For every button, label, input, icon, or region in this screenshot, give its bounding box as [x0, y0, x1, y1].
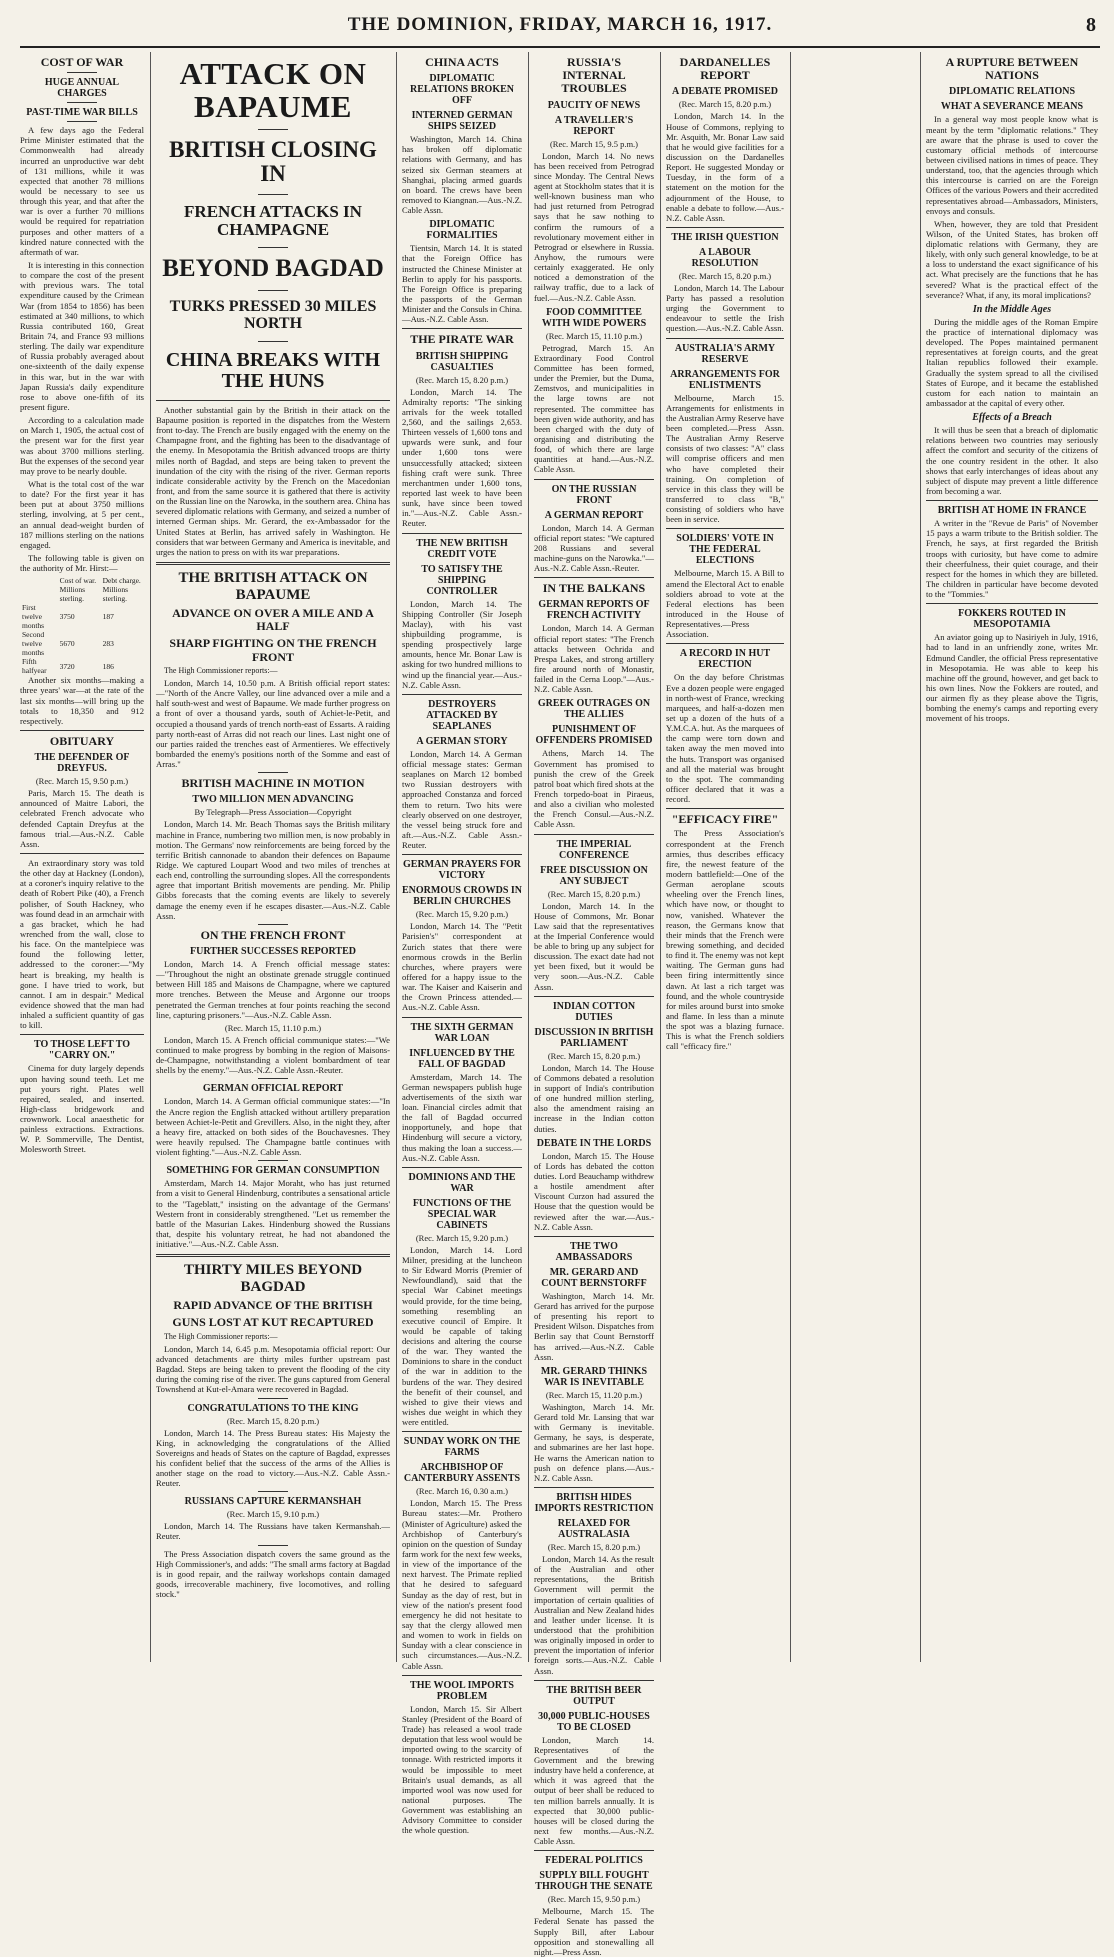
newspaper-title: THE DOMINION, FRIDAY, MARCH 16, 1917. — [347, 14, 773, 35]
subheadline: GERMAN REPORTS OF FRENCH ACTIVITY — [538, 599, 650, 622]
article-paragraph: Washington, March 14. Mr. Gerard told Mr. Lansing that war with Germany is inevitable. Germany, he says, is desperate, and submarines are her last hope. He warns the American nation to push on defence plans.—Aus.-N.Z. Cable Assn. — [534, 1401, 654, 1483]
subheadline: INFLUENCED BY THE FALL OF BAGDAD — [409, 1047, 515, 1070]
dateline: (Rec. March 15, 9.10 p.m.) — [226, 1509, 320, 1520]
article-paragraph: It is interesting in this connection to compare the cost of the present with previous wars. The total expenditure caused by the Crimean War (from 1854 to 1856) has been estimated at 340 millions, to which Russia contributed 160, Great Britain 74, and France 93 millions sterling. The daily war expenditure of Russia probably averaged about one-sixteenth of the daily expense in this war, but in the war with Japan Russia's daily expenditure rose to above one-fifth of its present figure. — [20, 260, 144, 412]
table-caption: The following table is given on the authority of Mr. Hirst:— — [20, 552, 144, 574]
article-paragraph: Melbourne, March 15. The Federal Senate has passed the Supply Bill, after Labour opposition and stonewalling all night.—Press Assn. — [534, 1906, 654, 1957]
subheadline: A TRAVELLER'S REPORT — [554, 114, 634, 137]
headline: DESTROYERS ATTACKED BY SEAPLANES — [426, 698, 498, 732]
dateline: (Rec. March 15, 8.20 p.m.) — [547, 1050, 641, 1061]
table-header-row — [20, 576, 144, 603]
table-header-cell — [20, 576, 58, 603]
article-paragraph: London, March 14. The Admiralty reports: "The sinking arrivals for the week totalled 2,560, and the sailings 2,653. Thirteen vessels of 1,600 tons and upwards were sunk, and four under 1,600 tons were unsuccessfully attacked; sixteen fishing craft were sunk. Three merchantmen under 1,600 tons, reported last week to have been sunk, have since been towed in."—Aus.-N.Z. Cable Assn.-Reuter. — [402, 386, 522, 529]
article-paragraph: Petrograd, March 15. An Extraordinary Food Control Committee has been formed, under the Premier, but the Duma, Zemstvos, and municipalities in the large towns are not represented. The committee has been given wide authority, and has been charged with the duty of organising and distributing the food, of which there are large quantities at hand.—Aus.-N.Z. Cable Assn. — [534, 342, 654, 475]
headline: INDIAN COTTON DUTIES — [552, 1000, 636, 1023]
dateline: (Rec. March 15, 8.20 p.m.) — [226, 1415, 320, 1426]
headline: IN THE BALKANS — [542, 581, 646, 596]
divider — [258, 924, 288, 925]
article-paragraph: Melbourne, March 15. A Bill to amend the Electoral Act to enable soldiers abroad to vote at the Federal elections has been introduced in the House of Representatives.—Press Association. — [666, 568, 784, 640]
table-cell: First twelve months — [22, 603, 45, 631]
headline: CONGRATULATIONS TO THE KING — [187, 1402, 359, 1414]
column-rule — [396, 52, 397, 1662]
article-paragraph: London, March 14. Mr. Beach Thomas says the British military machine in France, numbering two million men, is now probably in motion. The Germans' now reinforcements are being forced by the terrific British cannonade to abandon their defences on Bapaume Ridge. We captured Loupart Wood and two miles of trenches at each end, controlling the surrounding slopes. All the correspondents agree that important British movements are pending. Mr. Philip Gibbs forecasts that the coming events are likely to severely damage the enemy even if he escapes disaster.—Aus.-N.Z. Cable Assn. — [156, 819, 390, 921]
article-paragraph: London, March 14. In the House of Commons, Mr. Bonar Law said that the representatives at the Imperial Conference would be able to bring up any subject for discussion. The exact date had not yet been fixed, but it would be very soon.—Aus.-N.Z. Cable Assn. — [534, 900, 654, 992]
article-paragraph: London, March 14, 10.50 p.m. A British official report states:—"North of the Ancre Valley, our line advanced over a mile and a half south-west and west of Bapaume. We made further progress on a front of over a thousand yards, south of Achiet-le-Petit, and occupied a thousand yards of trench north-east of Essarts. A raiding party north-east of Arras did not reach our lines. Last night one of our parties raided the trenches east of Armentieres. We effectively bombarded the enemy's positions north of the Somme and east of Arras." — [156, 677, 390, 770]
subheadline: A LABOUR RESOLUTION — [691, 246, 759, 269]
headline: A RUPTURE BETWEEN NATIONS — [945, 55, 1079, 83]
divider — [156, 562, 390, 565]
masthead-rule — [20, 46, 1100, 48]
column-rule — [150, 52, 151, 1662]
subheadline: ARRANGEMENTS FOR ENLISTMENTS — [670, 368, 780, 391]
subheadline: FURTHER SUCCESSES REPORTED — [189, 946, 356, 957]
headline: THE BRITISH ATTACK ON BAPAUME — [178, 570, 368, 603]
divider — [20, 1034, 144, 1035]
subheadline: SUPPLY BILL FOUGHT THROUGH THE SENATE — [535, 1870, 653, 1893]
divider — [666, 528, 784, 529]
divider — [402, 694, 522, 695]
article-paragraph: London, March 15. The Press Bureau states:—Mr. Prothero (Minister of Agriculture) asked the Archbishop of Canterbury's opinion on the question of Sunday farm work for the next few weeks, in view of the importance of the next harvest. The Primate replied that he desired to safeguard Sunday as the day of rest, but in view of the nation's present food emergency he did not hesitate to say that the clergy allowed men and women to work in fields on Sunday with a clear conscience in such circumstances.—Aus.-N.Z. Cable Assn. — [402, 1498, 522, 1671]
headline: CHINA ACTS — [425, 55, 499, 69]
dateline: (Rec. March 15, 9.50 p.m.) — [547, 1894, 641, 1905]
headline: BRITISH AT HOME IN FRANCE — [937, 505, 1087, 517]
headline: THE TWO AMBASSADORS — [555, 1240, 633, 1263]
divider — [666, 227, 784, 228]
divider — [402, 1431, 522, 1432]
article-paragraph: London, March 14. The Labour Party has passed a resolution urging the Government to endeavour to settle the Irish question.—Aus.-N.Z. Cable Assn. — [666, 282, 784, 334]
divider — [666, 338, 784, 339]
headline: SOLDIERS' VOTE IN THE FEDERAL ELECTIONS — [676, 533, 774, 567]
divider — [402, 854, 522, 855]
subheadline: FUNCTIONS OF THE SPECIAL WAR CABINETS — [412, 1197, 512, 1231]
headline: FOOD COMMITTEE WITH WIDE POWERS — [541, 306, 647, 329]
headline: THE BRITISH BEER OUTPUT — [546, 1684, 642, 1707]
table-row — [20, 603, 144, 630]
article-paragraph: When, however, they are told that President Wilson, of the United States, has broken off diplomatic relations with Germany, they are likely, with only such general knowledge, to be at a loss to understand the exact significance of his act. What precisely are the functions that he has severed? What is the practical effect of the severance? What, if any, its moral implications? — [926, 218, 1098, 300]
dateline: (Rec. March 15, 11.10 p.m.) — [545, 330, 643, 341]
headline: GERMAN OFFICIAL REPORT — [202, 1083, 344, 1095]
dateline: (Rec. March 15, 8.20 p.m.) — [678, 270, 772, 281]
article-paragraph: London, March 14. A German official message states: German seaplanes on March 12 bombed two Russian destroyers with approached Constanza and forced them to return. Two hits were clearly observed on one destroyer, the vessel being struck fore and aft.—Aus.-N.Z. Cable Assn.-Reuter. — [402, 748, 522, 851]
headline: A RECORD IN HUT ERECTION — [679, 648, 771, 671]
article-paragraph: Athens, March 14. The Government has promised to punish the crew of the Greek patrol boat which fired shots at the French torpedo-boat in Piraeus, and also a civilian who molested the French Consul.—Aus.-N.Z. Cable Assn. — [534, 748, 654, 830]
headline: ON THE FRENCH FRONT — [200, 927, 346, 942]
divider — [258, 772, 288, 773]
dateline: (Rec. March 15, 8.20 p.m.) — [678, 99, 772, 110]
headline: THE NEW BRITISH CREDIT VOTE — [416, 537, 508, 560]
article-paragraph: London, March 14. The Press Bureau states: His Majesty the King, in acknowledging the congratulations of the Allied Sovereigns and heads of States on the capture of Bagdad, expresses his confident belief that the success of the arms of the Allies is another stage on the road to victory.—Aus.-N.Z. Cable Assn.-Reuter. — [156, 1427, 390, 1489]
divider — [534, 577, 654, 578]
war-cost-table — [20, 576, 144, 675]
subheadline: FREE DISCUSSION ON ANY SUBJECT — [540, 864, 648, 887]
divider — [402, 1167, 522, 1168]
headline: MR. GERARD THINKS WAR IS INEVITABLE — [540, 1365, 648, 1388]
subheadline: GUNS LOST AT KUT RECAPTURED — [172, 1315, 374, 1330]
divider — [402, 328, 522, 329]
column-rule — [660, 52, 661, 1662]
page-number: 8 — [1086, 14, 1096, 36]
divider — [926, 603, 1098, 604]
article-paragraph: London, March 14. A German official report states: "We captured 208 Russians and several machine-guns on the Narowka."—Aus.-N.Z. Cable Assn.-Reuter. — [534, 522, 654, 574]
headline: AUSTRALIA'S ARMY RESERVE — [674, 342, 776, 365]
divider — [258, 1398, 288, 1399]
article-paragraph: Another six months—making a three years' war—at the rate of the last six months—will bring up the totals to 18,350 and 912 respectively. — [20, 675, 144, 726]
table-header-cell: Cost of war. Millions sterling. — [59, 576, 97, 604]
article-paragraph: In a general way most people know what is meant by the term "diplomatic relations." They are aware that the phrase is used to cover the customary official methods of intercourse between civilised nations in times of peace. They understand, too, that the agencies through which this intercourse is carried on are the Foreign Offices of the various Powers and their accredited representatives abroad—Ambassadors, Ministers, envoys and consuls. — [926, 114, 1098, 216]
article-paragraph: London, March 14. The Shipping Controller (Sir Joseph Maclay), with his vast shipbuilding programme, is spending prospectively large amounts, hence Mr. Bonar Law is asking for two hundred millions to wind up the financial year.—Aus.-N.Z. Cable Assn. — [402, 598, 522, 690]
article-paragraph: Washington, March 14. Mr. Gerard has arrived for the purpose of presenting his report to President Wilson. Dispatches from Berlin say that Count Bernstorff has arrived.—Aus.-N.Z. Cable Assn. — [534, 1290, 654, 1362]
table-cell: Second twelve months — [22, 630, 45, 658]
source-line: The High Commissioner reports:— — [164, 1331, 278, 1341]
divider — [156, 1254, 390, 1257]
article-paragraph: London, March 14. Lord Milner, presiding at the luncheon to Sir Edward Morris (Premier of Newfoundland), said that the special War Cabinet meetings would provide, for the time being, something resembling an executive council of Empire. It would be capable of taking decisions and altering the course of the war. They wanted the Dominions to share in the conduct of the war in addition to the burdens of the war. They desired the benefit of their counsel, and wished to give their views and wishes due weight in which they were entitled. — [402, 1244, 522, 1428]
subheadline: BRITISH SHIPPING CASUALTIES — [415, 350, 509, 373]
divider — [258, 341, 288, 342]
subheadline: A DEBATE PROMISED — [672, 86, 778, 98]
table-cell: 5670 — [59, 639, 75, 649]
subheadline: ENORMOUS CROWDS IN BERLIN CHURCHES — [402, 885, 523, 908]
subheadline: THE DEFENDER OF DREYFUS. — [34, 752, 130, 775]
banner-headline: BEYOND BAGDAD — [162, 255, 384, 283]
subheadline: TO SATISFY THE SHIPPING CONTROLLER — [421, 563, 503, 597]
source-line: By Telegraph—Press Association—Copyright — [194, 807, 352, 818]
column-rule — [790, 52, 791, 1662]
subheadline: SHARP FIGHTING ON THE FRENCH FRONT — [169, 636, 377, 664]
column-china-acts — [402, 52, 523, 1836]
article-paragraph: Melbourne, March 15. Arrangements for enlistments in the Australian Army Reserve have been completed.—Press Assn. The Australian Army Reserve consists of two classes: "A" class will comprise officers and men who have completed their training. On completion of service in this class they will be transferred to class "B," consisting of soldiers who have been in service. — [666, 392, 784, 525]
article-paragraph: London, March 14, 6.45 p.m. Mesopotamia official report: Our advanced detachments are thirty miles further upstream past Bagdad. Steps are being taken to prevent the flooding of the city during the coming rise of the river. The guns captured from General Townshend at Kut-el-Amara were recovered in Bagdad. — [156, 1343, 390, 1395]
divider — [534, 996, 654, 997]
divider — [20, 853, 144, 854]
table-row — [20, 630, 144, 657]
article-paragraph: According to a calculation made on March 1, 1905, the actual cost of the present war for the first year was about 3700 millions sterling. But the expenses of the second year may prove to be nearly double. — [20, 415, 144, 476]
column-rule — [920, 52, 921, 1662]
headline: DIPLOMATIC FORMALITIES — [426, 219, 498, 242]
headline: FOKKERS ROUTED IN MESOPOTAMIA — [958, 608, 1066, 631]
main-headline: ATTACK ON BAPAUME — [179, 56, 367, 124]
divider — [534, 1236, 654, 1237]
article-paragraph: London, March 15. Sir Albert Stanley (President of the Board of Trade) has released a wool trade deputation that less wool would be imported owing to the scarcity of tonnage. With restricted imports it would be impossible to meet Britain's usual demands, as all imported wool was now used for national purposes. The Government was establishing an Advisory Committee to consider the whole question. — [402, 1703, 522, 1836]
advert-text: Cinema for duty largely depends upon having sound teeth. Let me put yours right. Plates well repaired, sealed, and inserted. High-class bridgework and crownwork. Local anaesthetic for painless extractions. Extractions. W. P. Sommerville, The Dentist, Molesworth Street. — [20, 1063, 144, 1155]
headline: THIRTY MILES BEYOND BAGDAD — [183, 1262, 363, 1295]
headline: GREEK OUTRAGES ON THE ALLIES — [537, 698, 651, 721]
article-paragraph: A writer in the "Revue de Paris" of November 15 pays a warm tribute to the British soldier. The French, he says, at first regarded the British troops with curiosity, but have come to admire their cheerfulness, their quiet courage, and their respect for the homes in which they are billeted. The children in particular have become devoted to the "Tommies." — [926, 518, 1098, 600]
headline: DOMINIONS AND THE WAR — [408, 1171, 516, 1194]
table-header-cell: Debt charge. Millions sterling. — [102, 576, 141, 604]
banner-headline: CHINA BREAKS WITH THE HUNS — [165, 348, 381, 392]
subheadline: DIPLOMATIC RELATIONS — [948, 86, 1076, 98]
divider — [402, 533, 522, 534]
dateline: (Rec. March 15, 9.20 p.m.) — [415, 1232, 509, 1243]
column-russia — [534, 52, 654, 1957]
headline: THE PIRATE WAR — [410, 332, 514, 347]
article-paragraph: An aviator going up to Nasiriyeh in July, 1916, had to land in an unfriendly zone, writes Mr. Edmund Candler, the official Press representative in Mesopotamia. He was able to keep his machine off the ground, however, and get back to his own lines. Now the Fokkers are routed, and our airmen fly as they please above the Tigris, bombing the enemy's camps and reporting every movement of his troops. — [926, 632, 1098, 724]
table-cell: 283 — [102, 639, 114, 649]
subheadline: ARCHBISHOP OF CANTERBURY ASSENTS — [403, 1462, 521, 1485]
divider — [258, 129, 288, 130]
subheadline: RELAXED FOR AUSTRALASIA — [557, 1517, 631, 1540]
subheadline: A GERMAN STORY — [416, 735, 508, 747]
divider — [402, 1675, 522, 1676]
dateline: (Rec. March 15, 11.10 p.m.) — [224, 1022, 322, 1033]
headline: "EFFICACY FIRE" — [671, 812, 779, 827]
article-paragraph: Amsterdam, March 14. The German newspapers publish huge advertisements of the sixth war loan. Financial circles admit that the fall of Bagdad occurred inopportunely, and hope that Hindenburg will secure a victory, thus making the loan a success.—Aus.-N.Z. Cable Assn. — [402, 1071, 522, 1163]
subheadline: DISCUSSION IN BRITISH PARLIAMENT — [534, 1026, 654, 1049]
headline: DARDANELLES REPORT — [679, 55, 771, 83]
article-paragraph: During the middle ages of the Roman Empire the practice of international diplomacy was developed. The Popes maintained permanent representatives at foreign courts, and the great Italian republics followed their example. Gradually the system spread to all the civilised States of Europe, and it became the established custom for each nation to maintain an ambassador at the capital of every other. — [926, 316, 1098, 409]
column-cost-of-war — [20, 52, 144, 1662]
subheadline: INTERNED GERMAN SHIPS SEIZED — [411, 110, 513, 133]
column-rupture-between-nations — [926, 52, 1098, 1662]
divider — [67, 121, 97, 122]
headline: THE IMPERIAL CONFERENCE — [556, 838, 632, 861]
article-paragraph: On the day before Christmas Eve a dozen people were engaged in north-west of France, wrecking marquees, and half-a-dozen men set up a dozen of the huts of a Y.M.C.A. hut. As the marquees of the camp were torn down and taken away the men moved into the huts. Transport was organised and all the material was brought to the spot. The commanding officer declared that it was a record. — [666, 672, 784, 805]
headline: SOMETHING FOR GERMAN CONSUMPTION — [166, 1165, 380, 1177]
table-cell: 3720 — [59, 661, 75, 671]
divider — [666, 643, 784, 644]
article-paragraph: What is the total cost of the war to date? For the first year it has been put at about 3750 millions sterling, involving, at 5 per cent., an annual dead-weight burden of 187 millions sterling on the nations engaged. — [20, 478, 144, 550]
divider — [534, 1680, 654, 1681]
headline: GERMAN PRAYERS FOR VICTORY — [403, 859, 521, 882]
headline: BRITISH MACHINE IN MOTION — [181, 776, 365, 791]
subheadline: PAST-TIME WAR BILLS — [26, 107, 138, 119]
dateline: (Rec. March 15, 8.20 p.m.) — [547, 888, 641, 899]
subheadline: DIPLOMATIC RELATIONS BROKEN OFF — [409, 73, 514, 107]
headline: THE SIXTH GERMAN WAR LOAN — [410, 1021, 514, 1044]
headline: ON THE RUSSIAN FRONT — [551, 483, 637, 506]
divider — [534, 1850, 654, 1851]
article-paragraph: It will thus be seen that a breach of diplomatic relations between two countries may seriously affect the comfort and security of the citizens of the one country resident in the other. It also shows that early interchanges of ideas about any subject of dispute may prevent a little difference from becoming a war. — [926, 425, 1098, 497]
headline: FEDERAL POLITICS — [545, 1855, 643, 1867]
dateline: (Rec. March 15, 9.20 p.m.) — [415, 909, 509, 920]
divider — [534, 479, 654, 480]
headline: SUNDAY WORK ON THE FARMS — [403, 1436, 521, 1459]
table-cell: 186 — [102, 661, 114, 671]
subheadline: RAPID ADVANCE OF THE BRITISH — [173, 1298, 373, 1313]
section-heading: In the Middle Ages — [972, 303, 1052, 315]
headline: THE IRISH QUESTION — [671, 231, 779, 243]
advert-headline: TO THOSE LEFT TO "CARRY ON." — [33, 1039, 131, 1062]
masthead — [20, 6, 1100, 46]
headline: COST OF WAR — [40, 55, 124, 69]
dateline: (Rec. March 15, 11.20 p.m.) — [545, 1389, 643, 1400]
divider — [156, 400, 390, 401]
headline: THE WOOL IMPORTS PROBLEM — [410, 1679, 514, 1702]
divider — [402, 1017, 522, 1018]
article-paragraph: London, March 14. No news has been received from Petrograd since Monday. The Central News agent at Stockholm states that it is well-known business man who had just returned from Petrograd says that he saw nothing to confirm the rumours of a revolutionary movement either in Petrograd or elsewhere in Russia. Anyhow, the rumours were certainly exaggerated. He only noticed a demonstration of the railway traffic, due to a lack of fuel.—Aus.-N.Z. Cable Assn. — [534, 150, 654, 303]
article-paragraph: London, March 14. In the House of Commons, replying to Mr. Asquith, Mr. Bonar Law said that he would give facilities for a discussion on the Dardanelles Report. He suggested Monday or Tuesday, in the form of a statement on the motion for the adjournment of the House, to enable a debate to follow.—Aus.-N.Z. Cable Assn. — [666, 111, 784, 223]
column-rule — [528, 52, 529, 1662]
divider — [258, 1078, 288, 1079]
subheadline: PUNISHMENT OF OFFENDERS PROMISED — [535, 724, 653, 747]
dateline: (Rec. March 15, 9.50 p.m.) — [35, 776, 129, 787]
headline: RUSSIANS CAPTURE KERMANSHAH — [184, 1496, 362, 1508]
subheadline: PAUCITY OF NEWS — [547, 99, 641, 111]
section-heading: Effects of a Breach — [972, 412, 1052, 424]
subheadline: HUGE ANNUAL CHARGES — [44, 77, 120, 100]
article-paragraph: The Press Association's correspondent at the French armies, thus describes efficacy fire, the newest feature of the modern battlefield:—One of the German aeroplane scouts wheeling over the French lines, which have now, or thought to now, vanished. Whatever the reason, the Germans know that their minds that the French were brewing something, and decided to find it. The enemy was not kept waiting. The German guns had been firing intermittently since dawn. At last a rich target was found, and the whole countryside for miles around burst into smoke and flame. In less than a minute the spot was a blazing furnace. This is what the French soldiers call "efficacy fire." — [666, 828, 784, 1052]
article-paragraph: London, March 14. The "Petit Parisien's" correspondent at Zurich states that there were enormous crowds in the Berlin churches, where prayers were offered for a happy issue to the war. The Kaiser and Kaiserin and the Crown Princess attended.—Aus.-N.Z. Cable Assn. — [402, 921, 522, 1013]
divider — [258, 247, 288, 248]
source-line: The High Commissioner reports:— — [164, 665, 278, 675]
article-paragraph: London, March 15. The House of Lords has debated the cotton duties. Lord Beauchamp withdrew a hostile amendment after Viscount Curzon had assured the House that the question would be reviewed after the war.—Aus.-N.Z. Cable Assn. — [534, 1150, 654, 1232]
divider — [258, 1545, 288, 1546]
divider — [67, 72, 97, 73]
divider — [20, 730, 144, 731]
article-paragraph: An extraordinary story was told the other day at Hackney (London), at a coroner's inquiry relative to the death of Robert Pike (40), a French polisher, of South Hackney, who was found dead in an armchair with a gas bracket, which he had wrenched from the wall, close to his face. On the mantelpiece was found the following letter, addressed to the coroner:—"My heart is breaking, my health is gone. I have tried to work, but cannot. I am in despair." Medical evidence showed that the man had inhaled a sufficient quantity of gas to kill. — [20, 857, 144, 1031]
headline: DEBATE IN THE LORDS — [536, 1137, 652, 1149]
divider — [67, 102, 97, 103]
article-paragraph: London, March 14. A German official report states: "The French attacks between Ochrida and Prespa Lakes, and strong artillery fire around north of Monastir, failed in the Cerna Loop."—Aus.-N.Z. Cable Assn. — [534, 623, 654, 695]
headline: RUSSIA'S INTERNAL TROUBLES — [561, 55, 627, 96]
table-cell: Fifth halfyear — [22, 657, 47, 676]
divider — [258, 194, 288, 195]
lead-summary: Another substantial gain by the British in their attack on the Bapaume position is reported in the dispatches from the Western front to-day. The French are busily engaged with the enemy on the Champagne front, and the fighting has been to the disadvantage of the enemy. In Mesopotamia the British advanced troops are thirty miles north of Bagdad, and steps are being taken to prevent the inundation of the city with the rising of the river. German reports indicate considerable activity by the French on the Macedonian front, and from the same source it is gathered that there is activity on the Russian line on the Narowka, in the southern area. China has severed diplomatic relations with Germany, and seized a number of interned German ships. Mr. Gerard, the ex-Ambassador for the United States at Berlin, has arrived safely in Washington. He considers that war between Germany and America is inevitable, and urges the nation to press on with its war preparations. — [156, 404, 390, 557]
banner-headline: TURKS PRESSED 30 MILES NORTH — [169, 298, 377, 333]
divider — [258, 290, 288, 291]
subheadline: ADVANCE ON OVER A MILE AND A HALF — [172, 606, 374, 634]
dateline: (Rec. March 16, 0.30 a.m.) — [416, 1486, 508, 1497]
article-paragraph: Paris, March 15. The death is announced of Maitre Labori, the celebrated French advocate who defended Captain Dreyfus at the famous trial.—Aus.-N.Z. Cable Assn. — [20, 788, 144, 849]
article-paragraph: London, March 14. A French official message states:—"Throughout the night an obstinate grenade struggle continued between Hill 185 and Maisons de Champagne, where we captured more trenches. Between the Meuse and Argonne our troops penetrated the German trenches at four points reaching the second line, capturing prisoners."—Aus.-N.Z. Cable Assn. — [156, 959, 390, 1020]
article-paragraph: London, March 14. A German official communique states:—"In the Ancre region the English attacked without artillery preparation between Achiet-le-Petit and Grevillers. Also, in the night they, after a heavy fire, attacked on both sides of the Bouchavesnes. They were heavily repulsed. The Champagne battle continues with violent fighting."—Aus.-N.Z. Cable Assn. — [156, 1096, 390, 1158]
banner-headline: FRENCH ATTACKS IN CHAMPAGNE — [184, 202, 362, 240]
article-paragraph: London, March 14. Representatives of the Government and the brewing industry have held a conference, at which it was agreed that the output of beer shall be reduced to ten million barrels annually. It is expected that 30,000 public-houses will be closed during the next few months.—Aus.-N.Z. Cable Assn. — [534, 1734, 654, 1847]
article-paragraph: Amsterdam, March 14. Major Moraht, who has just returned from a visit to General Hindenburg, contributes a sensational article to the "Tageblatt," insisting on the advantage of the Germans' Western front in considerably strengthened. "Let us remember the battle of the Masurian Lakes. Hindenburg showed the Russians that, despite his voluntary retreat, he had not abandoned the initiative."—Aus.-N.Z. Cable Assn. — [156, 1178, 390, 1250]
article-paragraph: Tientsin, March 14. It is stated that the Foreign Office has instructed the Chinese Minister at Berlin to apply for his passports. The Foreign Office is preparing the passports of the German Minister and the Consuls in China.—Aus.-N.Z. Cable Assn. — [402, 243, 522, 325]
subheadline: 30,000 PUBLIC-HOUSES TO BE CLOSED — [538, 1710, 650, 1733]
divider — [258, 1491, 288, 1492]
divider — [666, 808, 784, 809]
subheadline: MR. GERARD AND COUNT BERNSTORFF — [541, 1266, 647, 1289]
divider — [926, 500, 1098, 501]
article-paragraph: A few days ago the Federal Prime Minister estimated that the Commonwealth had already incurred an unproductive war debt of 131 millions, while it was expected that another 78 millions would be necessary to see us through this year, and that after the war is over a further 70 millions would be required for repatriation purposes and other matters of a kindred nature connected with the aftermath of war. — [20, 125, 144, 257]
headline: OBITUARY — [49, 733, 115, 748]
article-paragraph: London, March 14. The Russians have taken Kermanshah.—Reuter. — [156, 1521, 390, 1542]
table-row — [20, 657, 144, 675]
subheadline: WHAT A SEVERANCE MEANS — [940, 101, 1084, 113]
dateline: (Rec. March 15, 8.20 p.m.) — [415, 374, 509, 385]
table-cell: 187 — [102, 612, 114, 622]
divider — [258, 1160, 288, 1161]
column-lead-news — [156, 52, 390, 1662]
article-paragraph: The Press Association dispatch covers the same ground as the High Commissioner's, and adds: "The small arms factory at Bagdad is in good repair, and the railway workshops contain damaged goods, irrecoverable machinery, five locomotives, and rolling stock." — [156, 1548, 390, 1600]
article-paragraph: London, March 14. As the result of the Australian and other representations, the British Government will permit the importation of certain qualities of Australian and New Zealand hides and leather under license. It is understood that the prohibition was originally imposed in order to prevent the importation of inferior foreign sorts.—Aus.-N.Z. Cable Assn. — [534, 1553, 654, 1676]
article-paragraph: London, March 15. A French official communique states:—"We continued to make progress by bombing in the region of Maisons-de-Champagne, notwithstanding a violent bombardment of tear shells by the enemy."—Aus.-N.Z. Cable Assn.-Reuter. — [156, 1034, 390, 1076]
subheadline: TWO MILLION MEN ADVANCING — [192, 794, 354, 806]
table-cell: 3750 — [59, 612, 75, 622]
divider — [534, 1487, 654, 1488]
headline: BRITISH HIDES IMPORTS RESTRICTION — [534, 1491, 654, 1514]
subheadline: A GERMAN REPORT — [544, 509, 644, 521]
dateline: (Rec. March 15, 8.20 p.m.) — [547, 1541, 641, 1552]
column-dardanelles — [666, 52, 784, 1662]
article-paragraph: London, March 14. The House of Commons debated a resolution in support of India's contribution of one hundred million sterling, also the amendment raising an increase in the Indian cotton duties. — [534, 1062, 654, 1134]
banner-headline: BRITISH CLOSING IN — [169, 137, 377, 187]
article-paragraph: Washington, March 14. China has broken off diplomatic relations with Germany, and has seized six German steamers at Shanghai, placing armed guards on board. The crews have been removed to Kiangnan.—Aus.-N.Z. Cable Assn. — [402, 134, 522, 216]
divider — [534, 834, 654, 835]
dateline: (Rec. March 15, 9.5 p.m.) — [549, 138, 639, 149]
